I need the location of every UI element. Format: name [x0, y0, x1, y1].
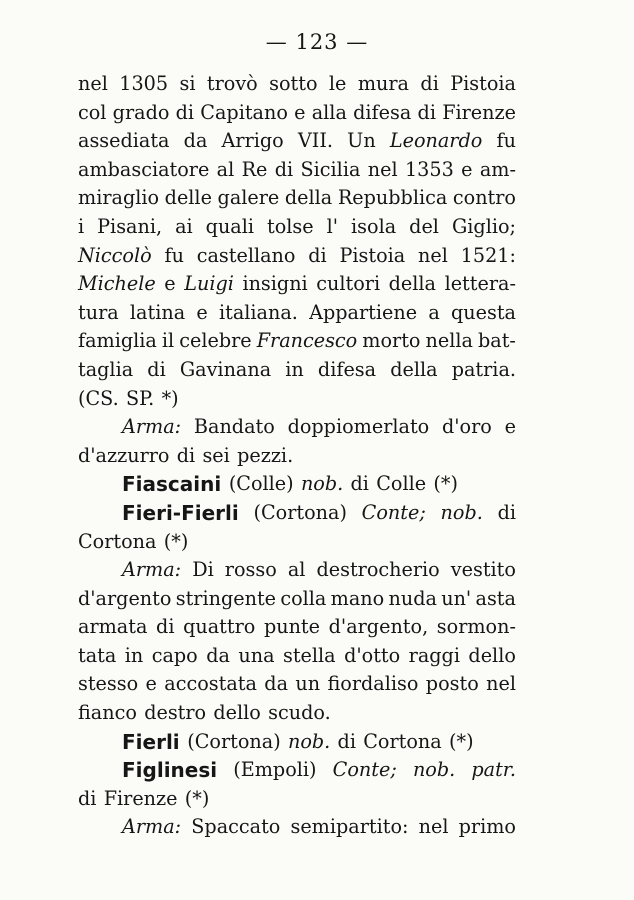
word: il [161, 329, 175, 353]
word: d'azzurro [78, 443, 170, 467]
word: castellano [196, 243, 296, 267]
word: raggi [408, 643, 460, 667]
text-line [78, 756, 516, 785]
text-line [78, 356, 516, 385]
word: Un [347, 129, 376, 153]
word: insigni [242, 272, 308, 296]
word: tolse [267, 214, 314, 238]
text-line [78, 213, 516, 242]
word: Pisani, [97, 214, 163, 238]
word: grado [112, 100, 170, 124]
word: (*) [184, 786, 210, 810]
text-line [78, 99, 516, 128]
word: (CS. [78, 386, 119, 410]
word: in [124, 643, 144, 667]
text-line [78, 385, 516, 414]
word: Giglio; [451, 214, 516, 238]
word: e [196, 300, 208, 324]
word: da [206, 643, 230, 667]
word: sotto [269, 72, 318, 95]
word: e [145, 672, 157, 696]
word: nel [486, 672, 516, 696]
word: colla [280, 586, 327, 610]
word: Sicilia [300, 157, 361, 181]
word: un [295, 672, 321, 696]
word: patr. [471, 758, 516, 782]
word: d'argento, [328, 615, 429, 639]
word: Capitano [200, 100, 288, 124]
text-line [78, 156, 516, 185]
word: della [390, 357, 438, 381]
word: Colle [376, 472, 427, 496]
word: patria. [451, 357, 516, 381]
word: sei [202, 443, 230, 467]
word: vestito [450, 558, 516, 582]
word: nob. [440, 500, 483, 524]
word: questa [451, 300, 516, 324]
word: (Empoli) [233, 758, 317, 782]
word: 1353 [404, 157, 454, 181]
word: di [417, 100, 436, 124]
word: stella [283, 643, 336, 667]
word: galere [217, 186, 280, 210]
word: Repubblica [337, 186, 448, 210]
word: semipartito: [290, 815, 409, 839]
word: da [183, 129, 208, 153]
word: (*) [449, 729, 474, 753]
word: contro [452, 186, 516, 210]
word: fu [496, 129, 516, 153]
text-line [78, 442, 516, 471]
word: miraglio [78, 186, 160, 210]
word: nob. [300, 472, 344, 496]
word: di [497, 500, 516, 524]
word: del [409, 214, 439, 238]
word: quali [205, 214, 255, 238]
text-line [78, 327, 516, 356]
word: al [287, 558, 306, 582]
word: sormon- [436, 615, 516, 639]
word: 1305 [119, 72, 169, 95]
word: ambasciatore [78, 157, 210, 181]
word: Arma: [122, 815, 182, 839]
word: Arma: [122, 558, 182, 582]
word: bat- [478, 329, 516, 353]
word: nel [418, 243, 448, 267]
word: Bandato [193, 415, 275, 439]
word: Cortona [363, 729, 442, 753]
word: (Colle) [228, 472, 294, 496]
word: difesa [353, 100, 412, 124]
word: col [78, 100, 107, 124]
word: asta [475, 586, 516, 610]
word: destrocherio [316, 558, 440, 582]
word: stringente [175, 586, 277, 610]
word: Firenze [442, 100, 516, 124]
page-number: — 123 — [265, 30, 369, 54]
word: d'oro [441, 415, 492, 439]
word: di [175, 100, 195, 124]
word: Re [241, 157, 268, 181]
word: di [147, 357, 166, 381]
word: a [428, 300, 440, 324]
text-line [78, 499, 516, 528]
word: assediata [78, 129, 170, 153]
word: Michele [78, 272, 156, 296]
text-line [78, 470, 516, 499]
word: e [461, 157, 473, 181]
word: nel [418, 815, 449, 839]
word: di [337, 729, 356, 753]
text-line [78, 70, 516, 99]
word: (*) [163, 529, 189, 553]
word: Francesco [256, 329, 358, 353]
word: difesa [317, 357, 377, 381]
word: delle [164, 186, 212, 210]
word: di [78, 786, 97, 810]
word: si [179, 72, 196, 95]
word: nob. [287, 729, 331, 753]
word: nob. [412, 758, 456, 782]
word: le [328, 72, 347, 95]
word: al [216, 157, 235, 181]
word: alla [311, 100, 347, 124]
word: tura [78, 300, 119, 324]
text-line [78, 585, 516, 614]
word: di [274, 157, 294, 181]
word: stesso [78, 672, 139, 696]
word: e [164, 272, 176, 296]
word: doppiomerlato [287, 415, 430, 439]
word: fianco [78, 701, 137, 725]
family-name: Fiascaini [122, 472, 222, 497]
word: quattro [183, 615, 256, 639]
word: am- [479, 157, 516, 181]
text-line [78, 413, 516, 442]
word: d'argento [78, 586, 172, 610]
word: di [176, 443, 196, 467]
text-line [78, 642, 516, 671]
word: latina [129, 300, 186, 324]
word: Pistoia [339, 243, 406, 267]
word: Conte; [361, 500, 426, 524]
word: primo [458, 815, 516, 839]
word: da [264, 672, 289, 696]
word: di [156, 615, 175, 639]
text-line [78, 299, 516, 328]
word: fiordaliso [327, 672, 419, 696]
word: *) [161, 386, 179, 410]
word: tata [78, 643, 117, 667]
word: i [78, 214, 85, 238]
text-line [78, 670, 516, 699]
text-line [78, 613, 516, 642]
word: italiana. [218, 300, 298, 324]
text-line [78, 699, 516, 728]
word: (*) [433, 472, 458, 496]
word: nuda [388, 586, 437, 610]
word: isola [351, 214, 397, 238]
word: nel [367, 157, 398, 181]
word: famiglia [78, 329, 157, 353]
text-line [78, 813, 516, 842]
word: e [504, 415, 516, 439]
word: Conte; [332, 758, 397, 782]
word: accostata [164, 672, 257, 696]
word: armata [78, 615, 148, 639]
word: cultori [316, 272, 381, 296]
word: posto [425, 672, 479, 696]
text-line [78, 127, 516, 156]
word: Luigi [184, 272, 234, 296]
word: Pistoia [450, 72, 516, 95]
text-line [78, 728, 516, 757]
word: della [388, 272, 436, 296]
family-name: Figlinesi [122, 758, 218, 783]
word: nella [425, 329, 473, 353]
family-name: Fierli [122, 729, 180, 754]
word: lettera- [444, 272, 516, 296]
word: Leonardo [389, 129, 483, 153]
word: celebre [179, 329, 252, 353]
page-body-text [78, 70, 516, 842]
word: di [350, 472, 369, 496]
word: SP. [126, 386, 155, 410]
word: Arrigo [221, 129, 284, 153]
text-line [78, 242, 516, 271]
word: (Cortona) [187, 729, 281, 753]
word: della [284, 186, 333, 210]
word: dello [468, 643, 516, 667]
word: destro [144, 701, 207, 725]
word: trovò [206, 72, 258, 95]
word: rosso [224, 558, 277, 582]
word: Gavinana [179, 357, 272, 381]
word: nel [78, 72, 108, 95]
text-line [78, 528, 516, 557]
word: Spaccato [191, 815, 281, 839]
word: e [294, 100, 306, 124]
word: scudo. [268, 701, 331, 725]
word: mano [330, 586, 385, 610]
word: Di [192, 558, 214, 582]
text-line [78, 184, 516, 213]
word: capo [151, 643, 198, 667]
word: punte [263, 615, 321, 639]
word: Arma: [122, 415, 182, 439]
word: ai [175, 214, 193, 238]
word: VII. [297, 129, 334, 153]
word: di [420, 72, 439, 95]
word: una [238, 643, 275, 667]
word: di [308, 243, 327, 267]
text-line [78, 556, 516, 585]
word: un' [441, 586, 472, 610]
word: Appartiene [309, 300, 418, 324]
word: (Cortona) [253, 500, 347, 524]
family-name: Fieri-Fierli [122, 500, 239, 525]
word: fu [164, 243, 184, 267]
text-line [78, 785, 516, 814]
word: Firenze [103, 786, 178, 810]
word: 1521: [460, 243, 516, 267]
word: d'otto [344, 643, 401, 667]
word: pezzi. [237, 443, 294, 467]
word: dello [213, 701, 261, 725]
word: taglia [78, 357, 134, 381]
word: in [285, 357, 304, 381]
word: Niccolò [78, 243, 152, 267]
word: Cortona [78, 529, 157, 553]
word: mura [357, 72, 409, 95]
word: l' [326, 214, 339, 238]
word: morto [362, 329, 421, 353]
text-line [78, 270, 516, 299]
